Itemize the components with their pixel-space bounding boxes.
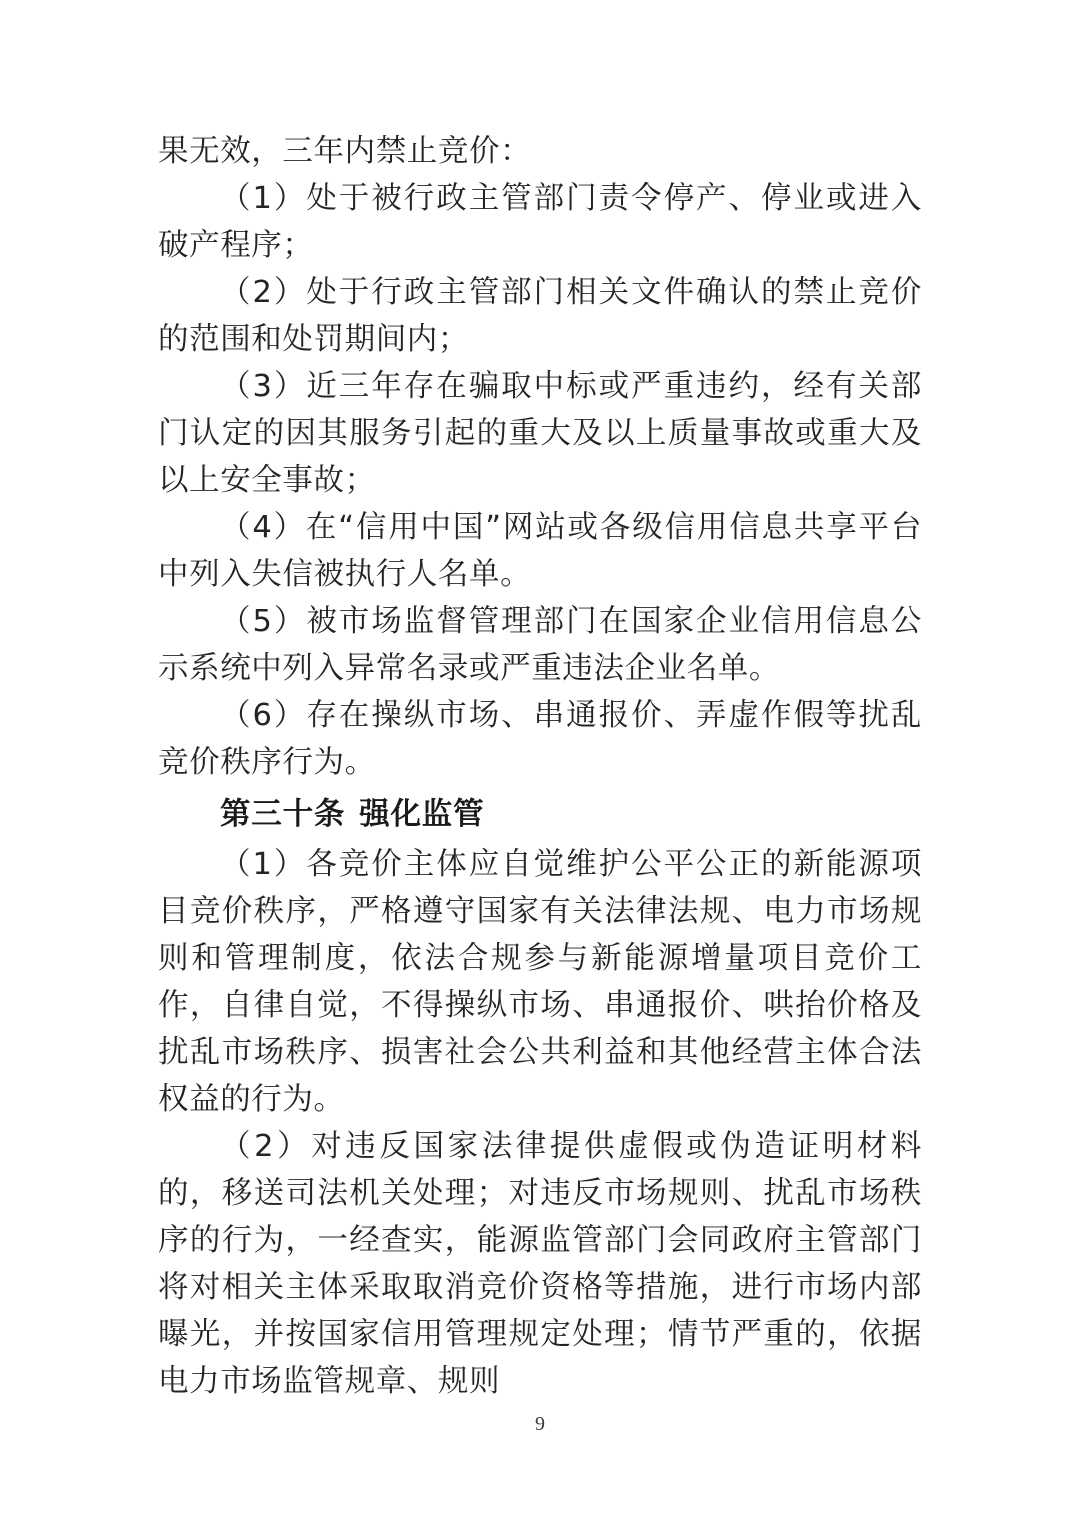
prohibition-item-3: （3）近三年存在骗取中标或严重违约，经有关部门认定的因其服务引起的重大及以上质量事故或重大及以上安全事故； bbox=[158, 369, 922, 498]
prohibition-item-4: （4）在“信用中国”网站或各级信用信息共享平台中列入失信被执行人名单。 bbox=[158, 510, 922, 592]
continued-paragraph: 果无效，三年内禁止竞价： bbox=[158, 134, 532, 169]
page-number: 9 bbox=[535, 1413, 545, 1435]
prohibition-item-6: （6）存在操纵市场、串通报价、弄虚作假等扰乱竞价秩序行为。 bbox=[158, 698, 922, 780]
prohibition-item-5: （5）被市场监督管理部门在国家企业信用信息公示系统中列入异常名录或严重违法企业名单。 bbox=[158, 604, 922, 686]
article-item-1: （1）各竞价主体应自觉维护公平公正的新能源项目竞价秩序，严格遵守国家有关法律法规、电力市场规则和管理制度，依法合规参与新能源增量项目竞价工作，自律自觉，不得操纵市场、串通报价、哄抬价格及扰乱市场秩序、损害社会公共利益和其他经营主体合法权益的行为。 bbox=[158, 847, 922, 1117]
article-item-2: （2）对违反国家法律提供虚假或伪造证明材料的，移送司法机关处理；对违反市场规则、扰乱市场秩序的行为，一经查实，能源监管部门会同政府主管部门将对相关主体采取取消竞价资格等措施，进行市场内部曝光，并按国家信用管理规定处理；情节严重的，依据电力市场监管规章、规则 bbox=[158, 1129, 922, 1399]
article-heading-number: 第三十条 bbox=[220, 797, 346, 832]
prohibition-item-1: （1）处于被行政主管部门责令停产、停业或进入破产程序； bbox=[158, 181, 922, 263]
article-heading-title: 强化监管 bbox=[359, 797, 485, 832]
page-text-column bbox=[158, 128, 922, 1405]
article-heading bbox=[158, 786, 922, 841]
prohibition-item-2: （2）处于行政主管部门相关文件确认的禁止竞价的范围和处罚期间内； bbox=[158, 275, 922, 357]
